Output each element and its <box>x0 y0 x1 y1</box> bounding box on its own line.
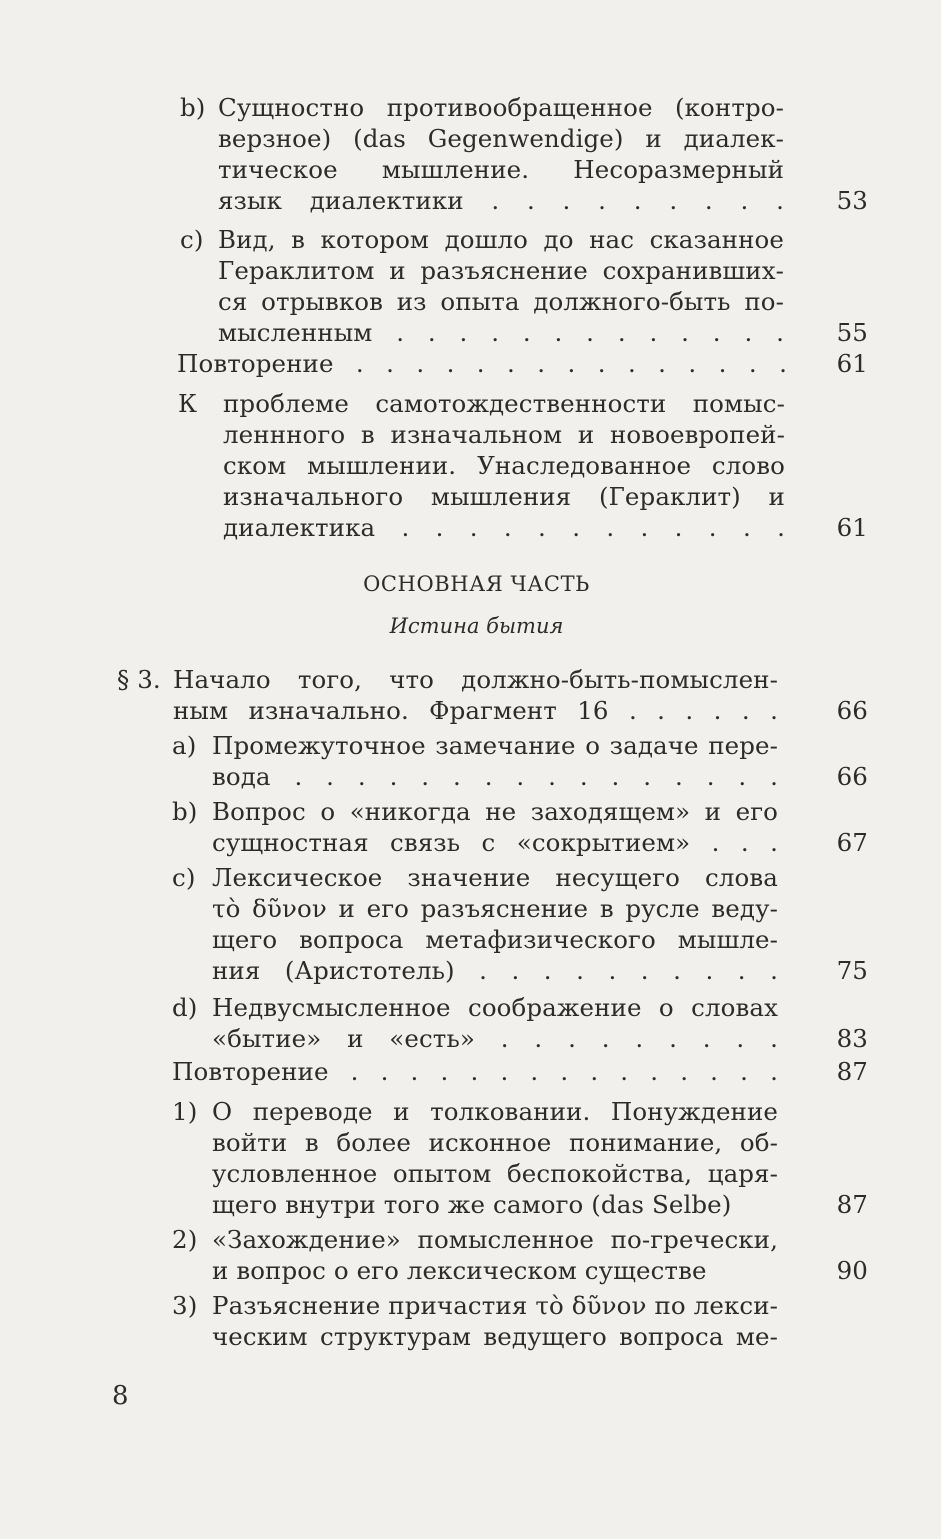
toc-entry <box>172 1290 868 1352</box>
toc-page-number: 87 <box>836 1190 868 1219</box>
toc-entry-line: проблеме самотождественности помыс- <box>223 389 785 418</box>
toc-entry-line: Повторение . . . . . . . . . . . . . . . <box>172 1057 778 1086</box>
toc-entry-line: мысленным . . . . . . . . . . . . . <box>218 318 784 347</box>
toc-page-number: 53 <box>836 186 868 215</box>
toc-entry-line: войти в более исконное понимание, об- <box>212 1128 778 1157</box>
toc-entry-label: К <box>178 389 198 418</box>
toc-entry-line: τὸ δῦνον и его разъяснение в русле веду- <box>212 894 778 923</box>
toc-entry <box>178 388 868 543</box>
toc-page-number: 61 <box>836 513 868 542</box>
toc-entry-line: Разъяснение причастия τὸ δῦνον по лекси- <box>212 1291 778 1320</box>
toc-entry <box>172 730 868 792</box>
toc-page-number: 66 <box>836 762 868 791</box>
toc-entry-label: b) <box>172 797 198 826</box>
toc-entry-label: § 3. <box>117 665 161 694</box>
toc-entry-line: ческим структурам ведущего вопроса ме- <box>212 1322 778 1351</box>
toc-entry-line: и вопрос о его лексическом существе <box>212 1256 707 1285</box>
page-number: 8 <box>112 1381 129 1411</box>
section-subheading: Истина бытия <box>389 614 564 638</box>
toc-page-number: 61 <box>836 349 868 378</box>
toc-entry-label: c) <box>172 863 196 892</box>
toc-page-number: 83 <box>836 1024 868 1053</box>
toc-entry-line: щего вопроса метафизического мышле- <box>212 925 778 954</box>
toc-entry-label: 3) <box>172 1291 198 1320</box>
toc-entry-label: 1) <box>172 1097 198 1126</box>
toc-page-number: 75 <box>836 956 868 985</box>
toc-entry-line: тическое мышление. Несоразмерный <box>218 155 784 184</box>
toc-entry-line: щего внутри того же самого (das Selbe) <box>212 1190 732 1219</box>
toc-entry-line: Лексическое значение несущего слова <box>212 863 778 892</box>
toc-entry-line: Вопрос о «никогда не заходящем» и его <box>212 797 778 826</box>
toc-entry-line: условленное опытом беспокойства, царя- <box>212 1159 778 1188</box>
toc-entry-line: Повторение . . . . . . . . . . . . . . . <box>177 349 787 378</box>
toc-entry-line: диалектика . . . . . . . . . . . . <box>223 513 785 542</box>
section-heading: ОСНОВНАЯ ЧАСТЬ <box>363 572 590 596</box>
toc-page-number: 55 <box>836 318 868 347</box>
toc-entry <box>172 992 868 1054</box>
toc-page-number: 66 <box>836 696 868 725</box>
toc-entry-line: «Захождение» помысленное по-гречески, <box>212 1225 778 1254</box>
toc-entry-line: Начало того, что должно-быть-помыслен- <box>173 665 778 694</box>
toc-entry <box>172 862 868 986</box>
toc-entry-line: Недвусмысленное соображение о словах <box>212 993 778 1022</box>
toc-entry <box>172 1096 868 1220</box>
toc-page-number: 90 <box>836 1256 868 1285</box>
toc-entry <box>180 92 868 216</box>
toc-entry-line: леннного в изначальном и новоевропей- <box>223 420 785 449</box>
toc-entry <box>172 1056 868 1087</box>
toc-entry <box>172 796 868 858</box>
toc-entry-line: сущностная связь с «сокрытием» . . . <box>212 828 778 857</box>
toc-entry <box>177 348 868 379</box>
toc-entry-line: ния (Аристотель) . . . . . . . . . . <box>212 956 778 985</box>
toc-entry-line: язык диалектики . . . . . . . . . <box>218 186 784 215</box>
toc-entry-line: Гераклитом и разъяснение сохранивших- <box>218 256 784 285</box>
toc-entry <box>117 664 868 726</box>
toc-entry <box>180 224 868 348</box>
toc-entry-line: вода . . . . . . . . . . . . . . . . <box>212 762 778 791</box>
toc-entry-line: Сущностно противообращенное (контро- <box>218 93 784 122</box>
toc-entry-line: изначального мышления (Гераклит) и <box>223 482 785 511</box>
toc-page-number: 67 <box>836 828 868 857</box>
toc-entry-line: Промежуточное замечание о задаче пере- <box>212 731 778 760</box>
toc-page-number: 87 <box>836 1057 868 1086</box>
toc-entry-label: a) <box>172 731 197 760</box>
toc-entry-line: Вид, в котором дошло до нас сказанное <box>218 225 784 254</box>
toc-entry-label: d) <box>172 993 198 1022</box>
toc-entry-line: верзное) (das Gegenwendige) и диалек- <box>218 124 784 153</box>
toc-entry <box>172 1224 868 1286</box>
toc-entry-line: «бытие» и «есть» . . . . . . . . . <box>212 1024 778 1053</box>
toc-entry-label: 2) <box>172 1225 198 1254</box>
toc-entry-line: ском мышлении. Унаследованное слово <box>223 451 785 480</box>
toc-entry-label: c) <box>180 225 204 254</box>
toc-entry-line: ным изначально. Фрагмент 16 . . . . . . <box>173 696 778 725</box>
toc-entry-label: b) <box>180 93 206 122</box>
toc-entry-line: О переводе и толковании. Понуждение <box>212 1097 778 1126</box>
toc-entry-line: ся отрывков из опыта должного-быть по- <box>218 287 784 316</box>
